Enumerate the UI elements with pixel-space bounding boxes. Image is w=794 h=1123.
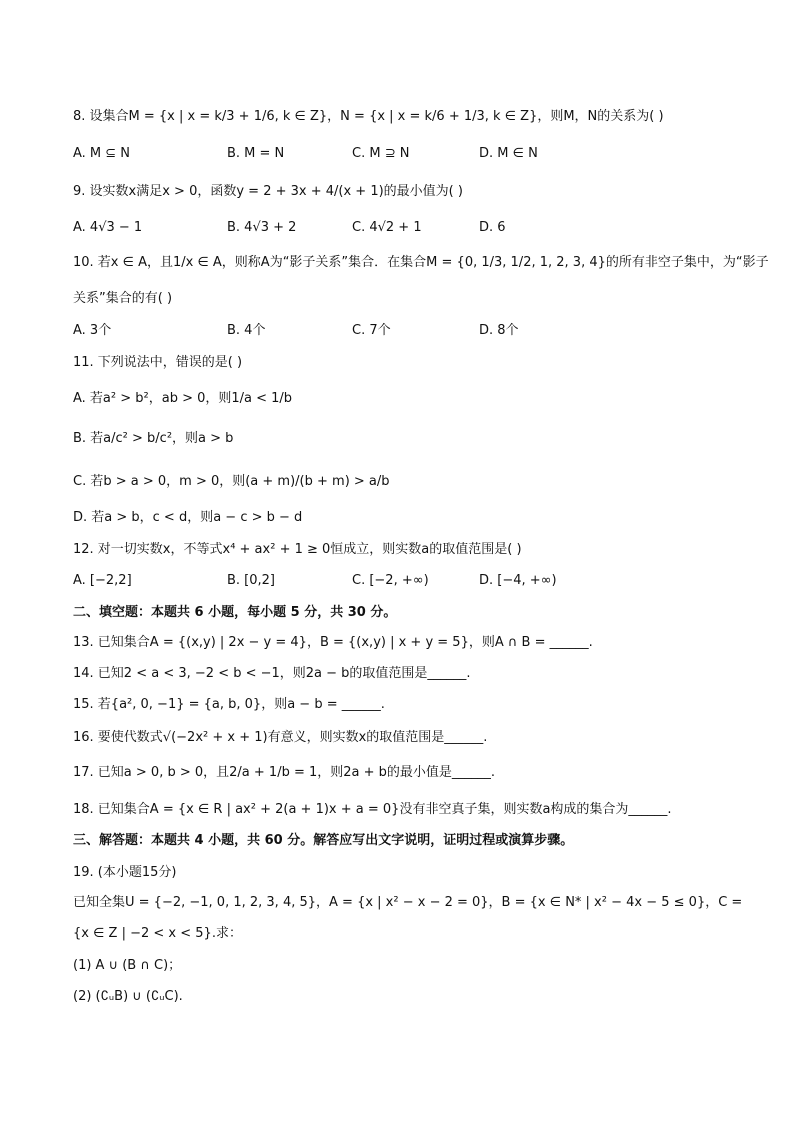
question-10-stem-continued: 关系”集合的有( )	[73, 291, 173, 306]
question-19-header: 19. (本小题15分)	[73, 865, 177, 880]
option-c: C. M ⊇ N	[352, 146, 410, 161]
question-19-line-1: 已知全集U = {−2, −1, 0, 1, 2, 3, 4, 5}，A = {x | x² − x − 2 = 0}，B = {x ∈ N* | x² − 4x − 5 ≤ 0}，C =	[73, 895, 743, 910]
option-b: B. M = N	[227, 146, 285, 161]
question-11-item-c: C. 若b > a > 0，m > 0，则(a + m)/(b + m) > a/b	[73, 474, 390, 489]
question-11-item-b: B. 若a/c² > b/c²，则a > b	[73, 431, 234, 446]
question-11-stem: 11. 下列说法中，错误的是( )	[73, 355, 243, 370]
option-a: A. M ⊆ N	[73, 146, 131, 161]
question-19-line-2: {x ∈ Z | −2 < x < 5}.求：	[73, 926, 242, 941]
section-2-title: 二、填空题：本题共 6 小题，每小题 5 分，共 30 分。	[73, 605, 397, 620]
question-12-options	[73, 572, 733, 590]
option-b: B. [0,2]	[227, 573, 276, 588]
question-9-stem: 9. 设实数x满足x > 0，函数y = 2 + 3x + 4/(x + 1)的最小值为( )	[73, 184, 463, 199]
option-d: D. 6	[479, 220, 506, 235]
question-19-part-1: (1) A ∪ (B ∩ C)；	[73, 958, 182, 973]
question-16: 16. 要使代数式√(−2x² + x + 1)有意义，则实数x的取值范围是______.	[73, 730, 488, 745]
section-3-title: 三、解答题：本题共 4 小题，共 60 分。解答应写出文字说明，证明过程或演算步骤。	[73, 833, 574, 848]
question-11-item-a: A. 若a² > b²，ab > 0，则1/a < 1/b	[73, 391, 293, 406]
question-12-stem: 12. 对一切实数x，不等式x⁴ + ax² + 1 ≥ 0恒成立，则实数a的取值范围是( )	[73, 542, 522, 557]
question-8-options	[73, 145, 733, 163]
question-13: 13. 已知集合A = {(x,y) | 2x − y = 4}，B = {(x,y) | x + y = 5}，则A ∩ B = ______.	[73, 635, 593, 650]
question-14: 14. 已知2 < a < 3, −2 < b < −1，则2a − b的取值范围是______.	[73, 666, 471, 681]
question-9-options	[73, 219, 733, 237]
option-c: C. [−2, +∞)	[352, 573, 429, 588]
option-a: A. 3个	[73, 323, 112, 338]
option-c: C. 7个	[352, 323, 391, 338]
option-d: D. 8个	[479, 323, 519, 338]
question-10-stem: 10. 若x ∈ A，且1/x ∈ A，则称A为“影子关系”集合．在集合M = {0, 1/3, 1/2, 1, 2, 3, 4}的所有非空子集中，为“影子	[73, 255, 769, 270]
question-11-item-d: D. 若a > b，c < d，则a − c > b − d	[73, 510, 303, 525]
option-b: B. 4个	[227, 323, 266, 338]
option-a: A. [−2,2]	[73, 573, 132, 588]
option-d: D. M ∈ N	[479, 146, 538, 161]
option-a: A. 4√3 − 1	[73, 220, 143, 235]
question-8-stem: 8. 设集合M = {x | x = k/3 + 1/6, k ∈ Z}，N = {x | x = k/6 + 1/3, k ∈ Z}，则M，N的关系为( )	[73, 109, 664, 124]
question-15: 15. 若{a², 0, −1} = {a, b, 0}，则a − b = ______.	[73, 697, 385, 712]
option-d: D. [−4, +∞)	[479, 573, 557, 588]
option-c: C. 4√2 + 1	[352, 220, 422, 235]
question-19-part-2: (2) (∁ᵤB) ∪ (∁ᵤC).	[73, 989, 183, 1004]
question-17: 17. 已知a > 0, b > 0，且2/a + 1/b = 1，则2a + b的最小值是______.	[73, 765, 496, 780]
option-b: B. 4√3 + 2	[227, 220, 297, 235]
question-10-options	[73, 322, 733, 340]
question-18: 18. 已知集合A = {x ∈ R | ax² + 2(a + 1)x + a = 0}没有非空真子集，则实数a构成的集合为______.	[73, 802, 672, 817]
